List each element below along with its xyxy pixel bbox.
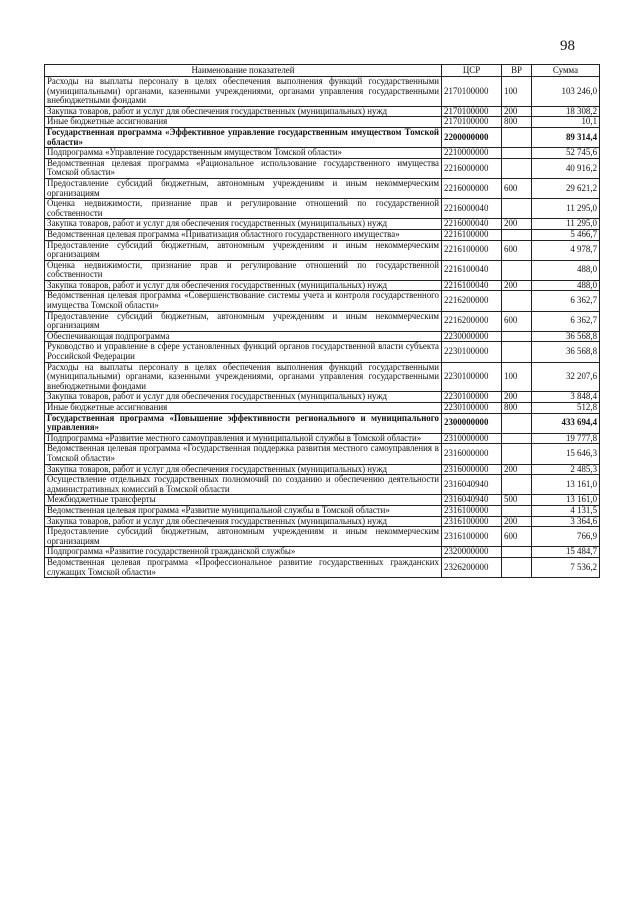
row-vr-cell — [502, 433, 532, 444]
row-csr-cell: 2230000000 — [442, 331, 502, 342]
row-csr-cell: 2170100000 — [442, 117, 502, 128]
table-row — [45, 219, 600, 230]
table-row — [45, 464, 600, 475]
row-csr-cell: 2216200000 — [442, 291, 502, 311]
row-vr-cell: 100 — [502, 362, 532, 392]
row-name-cell: Закупка товаров, работ и услуг для обеспечения государственных (муниципальных) нужд — [45, 392, 442, 403]
table-row — [45, 291, 600, 311]
row-name-cell: Закупка товаров, работ и услуг для обеспечения государственных (муниципальных) нужд — [45, 106, 442, 117]
table-row — [45, 413, 600, 433]
table-row — [45, 311, 600, 331]
row-vr-cell: 200 — [502, 392, 532, 403]
table-row — [45, 433, 600, 444]
table-row — [45, 229, 600, 240]
row-csr-cell: 2216000040 — [442, 199, 502, 219]
row-name-cell: Расходы на выплаты персоналу в целях обеспечения выполнения функций государственными (муниципальными) органами, казенными учреждениями, органами управления государственными внебюджетными фондами — [45, 362, 442, 392]
table-row — [45, 260, 600, 280]
row-vr-cell: 200 — [502, 516, 532, 527]
row-vr-cell: 200 — [502, 219, 532, 230]
table-header-row — [45, 65, 600, 77]
table-row — [45, 475, 600, 495]
row-name-cell: Оценка недвижимости, признание прав и регулирование отношений по государственной собственности — [45, 260, 442, 280]
row-name-cell: Предоставление субсидий бюджетным, автономным учреждениям и иным некоммерческим организациям — [45, 178, 442, 198]
row-name-cell: Предоставление субсидий бюджетным, автономным учреждениям и иным некоммерческим организациям — [45, 527, 442, 547]
row-vr-cell — [502, 158, 532, 178]
row-csr-cell: 2316000000 — [442, 464, 502, 475]
row-csr-cell: 2316000000 — [442, 444, 502, 464]
table-row — [45, 106, 600, 117]
row-vr-cell: 800 — [502, 117, 532, 128]
row-name-cell: Иные бюджетные ассигнования — [45, 117, 442, 128]
row-name-cell: Расходы на выплаты персоналу в целях обеспечения выполнения функций государственными (муниципальными) органами, казенными учреждениями, органами управления государственными внебюджетными фондами — [45, 77, 442, 107]
row-csr-cell: 2216000040 — [442, 219, 502, 230]
row-csr-cell: 2316100000 — [442, 527, 502, 547]
row-vr-cell — [502, 291, 532, 311]
row-csr-cell: 2230100000 — [442, 403, 502, 414]
table-row — [45, 158, 600, 178]
table-row — [45, 362, 600, 392]
row-csr-cell: 2326200000 — [442, 557, 502, 577]
header-vr: ВР — [502, 65, 532, 77]
row-sum-cell: 4 131,5 — [532, 505, 600, 516]
row-sum-cell: 6 362,7 — [532, 291, 600, 311]
row-vr-cell: 600 — [502, 178, 532, 198]
table-row — [45, 199, 600, 219]
row-name-cell: Государственная программа «Повышение эффективности регионального и муниципального управления» — [45, 413, 442, 433]
row-csr-cell: 2300000000 — [442, 413, 502, 433]
row-sum-cell: 4 978,7 — [532, 240, 600, 260]
row-csr-cell: 2216100040 — [442, 280, 502, 291]
table-row — [45, 342, 600, 362]
row-sum-cell: 433 694,4 — [532, 413, 600, 433]
table-row — [45, 127, 600, 147]
row-name-cell: Иные бюджетные ассигнования — [45, 403, 442, 414]
table-row — [45, 527, 600, 547]
row-vr-cell — [502, 229, 532, 240]
row-name-cell: Оценка недвижимости, признание прав и регулирование отношений по государственной собственности — [45, 199, 442, 219]
row-sum-cell: 2 485,3 — [532, 464, 600, 475]
table-row — [45, 516, 600, 527]
row-vr-cell — [502, 413, 532, 433]
row-csr-cell: 2316040940 — [442, 475, 502, 495]
row-sum-cell: 18 308,2 — [532, 106, 600, 117]
row-name-cell: Ведомственная целевая программа «Приватизация областного государственного имущества» — [45, 229, 442, 240]
row-sum-cell: 6 362,7 — [532, 311, 600, 331]
row-csr-cell: 2216100000 — [442, 229, 502, 240]
row-csr-cell: 2200000000 — [442, 127, 502, 147]
row-vr-cell — [502, 342, 532, 362]
row-vr-cell: 600 — [502, 527, 532, 547]
table-row — [45, 444, 600, 464]
row-sum-cell: 36 568,8 — [532, 331, 600, 342]
table-row — [45, 178, 600, 198]
table-row — [45, 505, 600, 516]
row-csr-cell: 2210000000 — [442, 148, 502, 159]
row-vr-cell — [502, 127, 532, 147]
row-name-cell: Закупка товаров, работ и услуг для обеспечения государственных (муниципальных) нужд — [45, 464, 442, 475]
header-sum: Сумма — [532, 65, 600, 77]
row-sum-cell: 15 484,7 — [532, 547, 600, 558]
row-name-cell: Межбюджетные трансферты — [45, 495, 442, 506]
row-csr-cell: 2230100000 — [442, 392, 502, 403]
row-vr-cell: 600 — [502, 240, 532, 260]
row-sum-cell: 7 536,2 — [532, 557, 600, 577]
row-csr-cell: 2316100000 — [442, 516, 502, 527]
row-name-cell: Ведомственная целевая программа «Рациональное использование государственного имущества Томской области» — [45, 158, 442, 178]
table-row — [45, 392, 600, 403]
row-name-cell: Ведомственная целевая программа «Развитие муниципальной службы в Томской области» — [45, 505, 442, 516]
row-vr-cell — [502, 557, 532, 577]
row-sum-cell: 15 646,3 — [532, 444, 600, 464]
row-name-cell: Подпрограмма «Развитие государственной гражданской службы» — [45, 547, 442, 558]
row-name-cell: Обеспечивающая подпрограмма — [45, 331, 442, 342]
row-vr-cell — [502, 260, 532, 280]
row-vr-cell — [502, 444, 532, 464]
row-vr-cell — [502, 199, 532, 219]
row-vr-cell: 600 — [502, 311, 532, 331]
row-vr-cell — [502, 148, 532, 159]
row-vr-cell: 800 — [502, 403, 532, 414]
row-sum-cell: 11 295,0 — [532, 199, 600, 219]
table-body — [45, 77, 600, 578]
row-sum-cell: 29 621,2 — [532, 178, 600, 198]
table-row — [45, 280, 600, 291]
row-vr-cell — [502, 547, 532, 558]
row-csr-cell: 2310000000 — [442, 433, 502, 444]
row-sum-cell: 89 314,4 — [532, 127, 600, 147]
row-csr-cell: 2216000000 — [442, 178, 502, 198]
row-vr-cell: 200 — [502, 464, 532, 475]
header-name: Наименование показателей — [45, 65, 442, 77]
row-sum-cell: 13 161,0 — [532, 475, 600, 495]
row-name-cell: Предоставление субсидий бюджетным, автономным учреждениям и иным некоммерческим организациям — [45, 240, 442, 260]
budget-table — [44, 64, 600, 578]
row-name-cell: Закупка товаров, работ и услуг для обеспечения государственных (муниципальных) нужд — [45, 516, 442, 527]
row-sum-cell: 36 568,8 — [532, 342, 600, 362]
row-csr-cell: 2170100000 — [442, 77, 502, 107]
row-name-cell: Предоставление субсидий бюджетным, автономным учреждениям и иным некоммерческим организациям — [45, 311, 442, 331]
row-csr-cell: 2216100040 — [442, 260, 502, 280]
row-vr-cell: 100 — [502, 77, 532, 107]
table-row — [45, 331, 600, 342]
row-name-cell: Ведомственная целевая программа «Совершенствование системы учета и контроля государственного имущества Томской области» — [45, 291, 442, 311]
row-sum-cell: 19 777,8 — [532, 433, 600, 444]
row-csr-cell: 2216200000 — [442, 311, 502, 331]
row-vr-cell: 500 — [502, 495, 532, 506]
row-csr-cell: 2230100000 — [442, 342, 502, 362]
table-row — [45, 403, 600, 414]
row-sum-cell: 766,9 — [532, 527, 600, 547]
table-row — [45, 77, 600, 107]
row-name-cell: Закупка товаров, работ и услуг для обеспечения государственных (муниципальных) нужд — [45, 219, 442, 230]
row-sum-cell: 32 207,6 — [532, 362, 600, 392]
header-csr: ЦСР — [442, 65, 502, 77]
row-sum-cell: 512,8 — [532, 403, 600, 414]
row-name-cell: Подпрограмма «Развитие местного самоуправления и муниципальной службы в Томской области» — [45, 433, 442, 444]
table-row — [45, 495, 600, 506]
row-csr-cell: 2170100000 — [442, 106, 502, 117]
row-name-cell: Подпрограмма «Управление государственным имуществом Томской области» — [45, 148, 442, 159]
row-sum-cell: 488,0 — [532, 260, 600, 280]
row-csr-cell: 2216000000 — [442, 158, 502, 178]
row-vr-cell — [502, 331, 532, 342]
row-sum-cell: 3 364,6 — [532, 516, 600, 527]
row-vr-cell: 200 — [502, 106, 532, 117]
row-name-cell: Ведомственная целевая программа «Профессиональное развитие государственных гражданских служащих Томской области» — [45, 557, 442, 577]
row-vr-cell — [502, 505, 532, 516]
row-csr-cell: 2316040940 — [442, 495, 502, 506]
row-sum-cell: 5 466,7 — [532, 229, 600, 240]
row-csr-cell: 2216100000 — [442, 240, 502, 260]
page-number: 98 — [560, 38, 575, 54]
row-csr-cell: 2320000000 — [442, 547, 502, 558]
table-row — [45, 117, 600, 128]
row-name-cell: Осуществление отдельных государственных полномочий по созданию и обеспечению деятельности административных комиссий в Томской области — [45, 475, 442, 495]
row-name-cell: Ведомственная целевая программа «Государственная поддержка развития местного самоуправления в Томской области» — [45, 444, 442, 464]
row-vr-cell — [502, 475, 532, 495]
row-name-cell: Руководство и управление в сфере установленных функций органов государственной власти субъекта Российской Федерации — [45, 342, 442, 362]
row-sum-cell: 13 161,0 — [532, 495, 600, 506]
row-name-cell: Закупка товаров, работ и услуг для обеспечения государственных (муниципальных) нужд — [45, 280, 442, 291]
row-csr-cell: 2230100000 — [442, 362, 502, 392]
row-sum-cell: 3 848,4 — [532, 392, 600, 403]
table-row — [45, 240, 600, 260]
row-sum-cell: 103 246,0 — [532, 77, 600, 107]
row-sum-cell: 10,1 — [532, 117, 600, 128]
row-sum-cell: 11 295,0 — [532, 219, 600, 230]
table-row — [45, 547, 600, 558]
row-sum-cell: 488,0 — [532, 280, 600, 291]
row-sum-cell: 52 745,6 — [532, 148, 600, 159]
table-row — [45, 557, 600, 577]
row-csr-cell: 2316100000 — [442, 505, 502, 516]
table-row — [45, 148, 600, 159]
row-sum-cell: 40 916,2 — [532, 158, 600, 178]
row-vr-cell: 200 — [502, 280, 532, 291]
row-name-cell: Государственная программа «Эффективное управление государственным имуществом Томской области» — [45, 127, 442, 147]
